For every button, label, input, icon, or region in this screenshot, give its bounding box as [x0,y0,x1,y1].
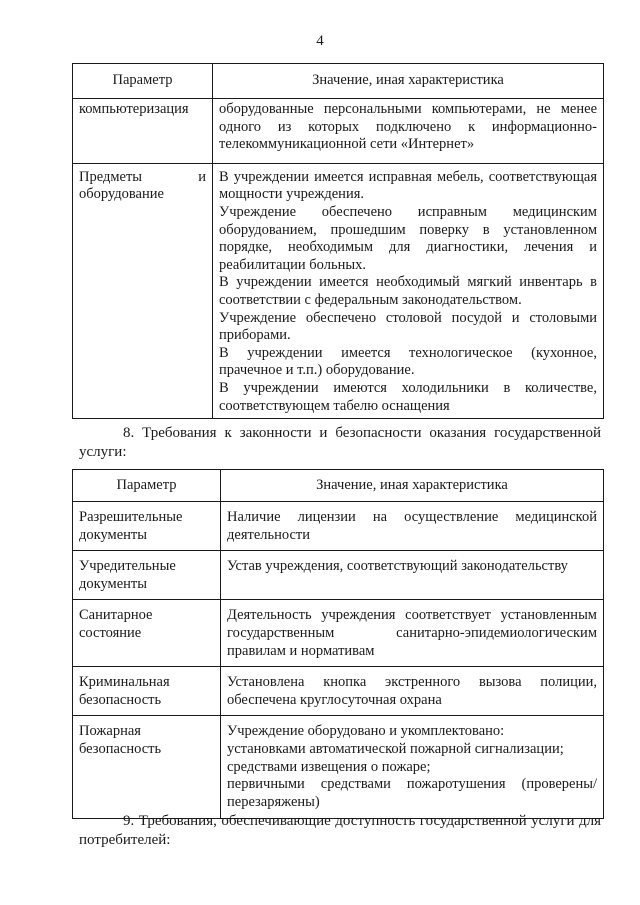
value-cell: Наличие лицензии на осуществление медицинской деятельности [221,502,604,551]
value-paragraph: В учреждении имеются холодильники в количестве, соответствующем табелю оснащения [219,379,597,414]
table-row [73,667,604,716]
param-cell: Криминальная безопасность [73,667,221,716]
value-cell: Устав учреждения, соответствующий законодательству [221,551,604,600]
value-prefix: В [219,168,229,185]
column-header-param: Параметр [73,470,221,502]
value-text: учреждении имеется исправная мебель, соответствующая мощности учреждения. [219,168,597,203]
value-cell: оборудованные персональными компьютерами, не менее одного из которых подключено к информационно-телекоммуникационной сети «Интернет» [213,99,604,164]
table-row [73,551,604,600]
table-row [73,502,604,551]
equipment-table [72,63,604,419]
param-cell: компьютеризация [73,99,213,164]
param-text: и [198,168,206,185]
value-paragraph: Учреждение оборудовано и укомплектовано: [227,723,505,740]
param-text: Предметы [79,168,143,185]
value-cell [213,163,604,418]
table-header-row [73,470,604,502]
param-text: оборудование [79,186,164,203]
param-cell: Пожарная безопасность [73,716,221,819]
table-row [73,716,604,819]
column-header-value: Значение, иная характеристика [213,64,604,99]
table-row [73,600,604,667]
value-cell: Установлена кнопка экстренного вызова полиции, обеспечена круглосуточная охрана [221,667,604,716]
page-number: 4 [316,33,324,49]
section-heading: 9. Требования, обеспечивающие доступность государственной услуги для потребителей: [79,813,601,848]
param-cell: Санитарное состояние [73,600,221,667]
value-paragraph: Учреждение обеспечено столовой посудой и столовыми приборами. [219,309,597,344]
param-cell [73,163,213,418]
value-paragraph [219,169,597,204]
value-paragraph: средствами извещения о пожаре; [227,758,431,775]
param-cell: Учредительные документы [73,551,221,600]
value-paragraph: первичными средствами пожаротушения (проверены/перезаряжены) [227,776,597,810]
value-cell: Деятельность учреждения соответствует установленным государственным санитарно-эпидемиологическим правилам и нормативам [221,600,604,667]
value-paragraph: В учреждении имеется необходимый мягкий инвентарь в соответствии с федеральным законодательством. [219,274,597,308]
param-cell: Разрешительные документы [73,502,221,551]
column-header-param: Параметр [73,64,213,99]
table-row [73,99,604,164]
legality-table [72,469,604,819]
value-cell [221,716,604,819]
value-paragraph: Учреждение обеспечено исправным медицинским оборудованием, прошедшим поверку в установленном порядке, необходимым для диагностики, лечения и реабилитации больных. [219,203,597,273]
column-header-value: Значение, иная характеристика [221,470,604,502]
section-heading: 8. Требования к законности и безопасности оказания государственной услуги: [79,425,601,460]
value-paragraph: установками автоматической пожарной сигнализации; [227,740,564,757]
table-row [73,163,604,418]
table-header-row [73,64,604,99]
value-paragraph: В учреждении имеется технологическое (кухонное, прачечное и т.п.) оборудование. [219,344,597,379]
